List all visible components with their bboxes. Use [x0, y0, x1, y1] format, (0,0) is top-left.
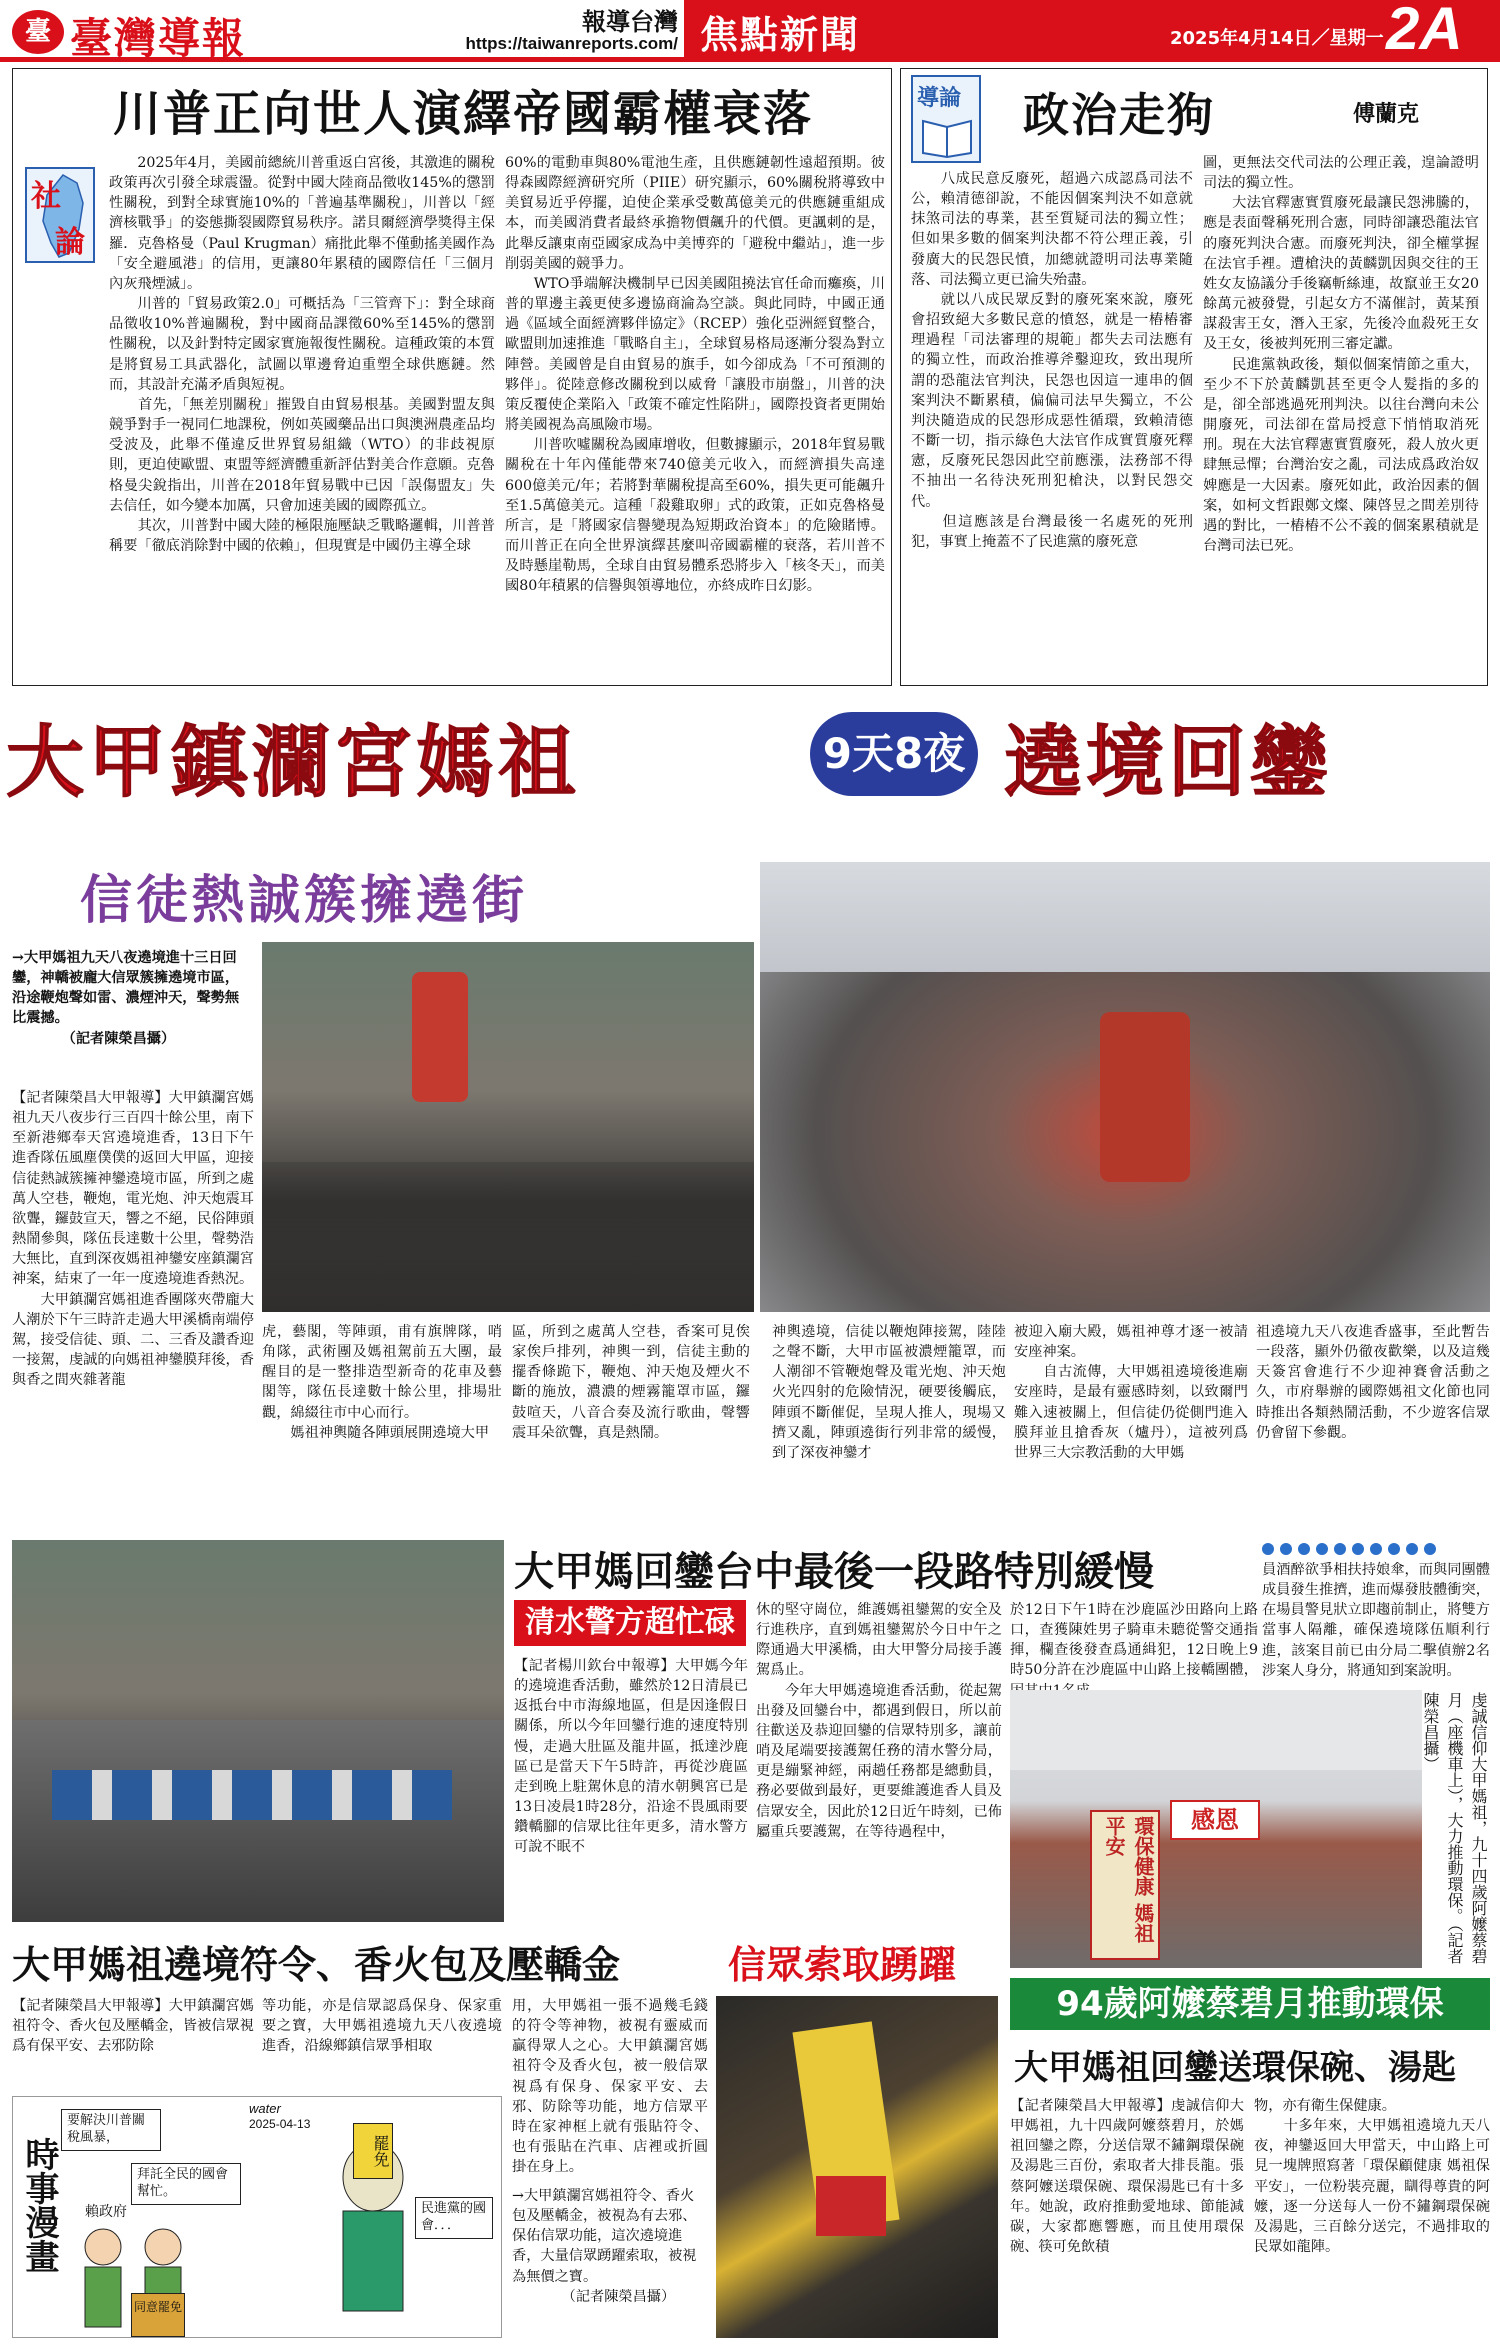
police-column-2: 休的堅守崗位，維護媽祖鑾駕的安全及行進秩序，直到媽祖鑾駕於今日中午之際通過大甲溪橋，由大甲警分局接手護駕爲止。 今年大甲媽遶境進香活動，從起駕出發及回鑾台中，都遇到假日，所以前往歡送及恭迎回鑾的信眾特別多，讓前哨及尾端要接護駕任務的清水警分局，更是繃緊神經，兩趟任務都是總動員，務必要做到最好，更要維護進香人員及信眾安全，因此於12日近午時刻，已佈屬重兵要護駕，在等待過程中， — [756, 1602, 1002, 1840]
amulets-column-3: 用，大甲媽祖一張不過幾毛錢的符令等神物，被視有靈威而贏得眾人之心。大甲鎮瀾宮媽祖符令及香火包，被一般信眾視爲有保身、保家平安、去邪、防除等功能，地方信眾平時在家神框上就有張貼符令、也有張貼在汽車、店裡或折圓掛在身上。 — [512, 1998, 708, 2176]
police-column-1: 【記者楊川欽台中報導】大甲媽今年的遶境進香活動，雖然於12日清晨已返抵台中市海線地區，但是因逢假日關係，所以今年回鑾行進的速度特別慢，走過大肚區及龍井區，抵達沙鹿區已是當天下午5時許，再從沙鹿區走到晚上駐駕休息的清水朝興宮已是13日凌晨1時28分，沿途不畏風雨要鑽轎腳的信眾比往年更多，清水警方可說不眠不 — [514, 1658, 748, 1856]
cartoon-podium: 同意罷免 — [131, 2293, 185, 2337]
commentary-author: 傅蘭克 — [1353, 102, 1420, 127]
editorial-column-1: 2025年4月，美國前總統川普重返白宮後，其激進的關稅政策再次引發全球震盪。從對中國大陸商品徵收145%的懲罰性關稅，到對全球實施10%的「普遍基準關稅」，川普以「經濟核戰爭」的姿態撕裂國際貿易秩序。諾貝爾經濟學獎得主保羅．克魯格曼（Paul Krugman）痛批此舉不僅動搖美國作為「安全避風港」的信用，更讓80年累積的國際信任「三個月內灰飛煙滅」。 川普的「貿易政策2.0」可概括為「三管齊下」：對全球商品徵收10%普遍關稅，對中國商品課徵60%至145%的懲罰性關稅，以及針對特定國家實施報復性關稅。這種政策的本質是將貿易工具武器化，試圖以單邊脅迫重塑全球供應鏈。然而，其設計充滿矛盾與短視。 首先，「無差別關稅」摧毀自由貿易根基。美國對盟友與競爭對手一視同仁地課稅，例如英國藥品出口與澳洲農產品均受波及，此舉不僅違反世界貿易組織（WTO）的非歧視原則，更迫使歐盟、東盟等經濟體重新評估對美合作意願。克魯格曼尖銳指出，川普在2018年貿易戰中已因「誤傷盟友」失去信任，如今變本加厲，只會加速美國的國際孤立。 其次，川普對中國大陸的極限施壓缺乏戰略邏輯，川普普稱要「徹底消除對中國的依賴」，但現實是中國仍主導全球 — [109, 155, 495, 554]
book-icon — [921, 115, 973, 157]
granny-headline-bar: 94歲阿嬤蔡碧月推動環保 — [1010, 1978, 1490, 2030]
feature-headline-left: 大甲鎮瀾宮媽祖 — [6, 718, 581, 808]
photo-crawling-devotees — [12, 1540, 504, 1922]
editorial-tag — [25, 167, 95, 263]
amulets-column-2: 等功能，亦是信眾認爲保身、保家重要之寶，大甲媽祖遶境九天八夜遶境進香，沿線鄉鎮信眾爭相取 — [262, 1998, 502, 2055]
commentary-column-1: 八成民意反廢死，超過六成認爲司法不公，賴清德卻說，不能因個案判決不如意就抹煞司法的專業，甚至質疑司法的獨立性；但如果多數的個案判決都不符公理正義，引發廣大的民怨民憤，加總就證明司法專業隨落、司法獨立更已淪失殆盡。 就以八成民眾反對的廢死案來說，廢死會招致絕大多數民意的憤怒，就是一樁樁審理過程「司法審理的規範」都失去司法應有的獨立性，而政治推導斧鑿迎玫，致出現所謂的恐龍法官判決，民怨也因這一連串的個案判決不斷累積，偏偏司法早失獨立，不公判決隨造成的民怨形成惡性循環，致賴清德不斷一切，指示綠色大法官作成實質廢死釋憲，反廢死民怨因此空前應漲，法務部不得不抽出一名待決死刑犯槍決，以對民怨交代。 但這應該是台灣最後一名處死的死刑犯，事實上掩蓋不了民進黨的廢死意 — [911, 171, 1193, 550]
eco-sign-shape — [1090, 1810, 1160, 1960]
granny-photo-caption: 虔誠信仰大甲媽祖，九十四歲阿嬤蔡碧月（座機車上），大力推動環保。（記者陳榮昌攝） — [1421, 1692, 1488, 1964]
police-subhead: 清水警方超忙碌 — [514, 1600, 746, 1646]
logo-mark: 臺 — [12, 10, 64, 54]
cartoon-bubble-2: 拜託全民的國會幫忙。 — [131, 2163, 241, 2205]
section-title: 焦點新聞 — [700, 13, 861, 57]
cartoon-bubble-3: 民進黨的國會．．． — [415, 2197, 493, 2239]
feature-column-3: 區，所到之處萬人空巷，香案可見俟家俟戶排列，神輿一到，信徒主動的擺香條跪下，鞭炮、沖天炮及煙火不斷的施放，濃濃的煙霧籠罩市區，鑼鼓喧天，八音合奏及流行歌曲，聲響震耳朵欲聾，真是熱鬧。 — [512, 1324, 750, 1441]
feature-column-6: 祖遶境九天八夜進香盛事，至此暫告一段落，顯外仍徹夜歡樂，以及這幾天簽宮會進行不少迎神賽會活動之久，市府舉辦的國際媽祖文化節也同時推出各類熱鬧活動，不少遊客信眾仍會留下參觀。 — [1256, 1324, 1490, 1441]
cartoon-speaker: 賴政府 — [85, 2204, 127, 2220]
granny-headline: 大甲媽祖回鑾送環保碗、湯匙 — [1014, 2048, 1456, 2088]
photo-crowd-temple — [760, 862, 1490, 1312]
feature-column-4: 神輿遶境，信徒以鞭炮陣接駕，陸陸之聲不斷，大甲市區被濃煙籠罩，而人潮卻不管鞭炮聲及電光炮、沖天炮火光四射的危險情況，硬要後觸底，陣頭不斷催促，呈現人推人，現場又擠又亂，陣頭遶街行列非常的緩慢，到了深夜神鑾才 — [772, 1324, 1006, 1461]
photo-procession-street — [262, 942, 754, 1312]
amulets-photo-caption: →大甲鎮瀾宮媽祖符令、香火包及壓轎金，被視為有去邪、保佑信眾功能，這次遶境進香，大量信眾踴躍索取，被視為無價之寶。 （記者陳榮昌攝） — [512, 2188, 697, 2305]
issue-date: 2025年4月14日／星期一 — [1170, 28, 1384, 49]
smoke-sky — [760, 862, 1490, 972]
cartoon-date: 2025-04-13 — [249, 2117, 311, 2131]
commentary-column-2: 圖，更無法交代司法的公理正義，遑論證明司法的獨立性。 大法官釋憲實質廢死最讓民怨沸騰的，應是表面聲稱死刑合憲，同時卻讓恐龍法官的廢死判決合憲。而廢死判決，卻全權掌握在法官手裡。遭槍決的黃麟凱因與交往的王姓女友協議分手後竊斬絲連，故竄並王女20餘萬元被發覺，引起女方不滿催討，黃某預謀殺害王女，潛入王家，先後冷血殺死王女及王女，後被判死刑三審定讞。 民進黨執政後，類似個案情節之重大，至少不下於黃麟凱甚至更令人髮指的多的是，卻全部逃過死刑判決。以往台灣向未公開廢死，司法卻在當局授意下悄悄取消死刑。現在大法官釋憲實質廢死，殺人放火更肆無忌憚；台灣治安之亂，司法成爲政治奴婢應是一大因素。廢死如此，政治因素的個案，如柯文哲跟鄭文燦、陳啓昱之間差別待遇的對比，一樁樁不公不義的個案累積就是台灣司法已死。 — [1203, 155, 1479, 554]
eco-sign-text: 環保健康 媽祖平安 — [1102, 1816, 1155, 1943]
feature-column-2: 虎，藝閣，等陣頭，甫有旗牌隊，哨角隊，武術團及媽祖駕前五大團，最醒目的是一整排造型新奇的花車及藝閣等，隊伍長達數十餘公里，排場壯觀，綿綴往市中心而行。 媽祖神輿隨各陣頭展開遶境大甲 — [262, 1324, 502, 1441]
police-headline: 大甲媽回鑾台中最後一段路特別緩慢 — [514, 1549, 1154, 1595]
cartoon-panel — [12, 2096, 502, 2338]
road-shape — [12, 1720, 504, 1922]
newspaper-name: 臺灣導報 — [70, 14, 247, 63]
amulets-tail: 信眾索取踴躍 — [728, 1943, 957, 1987]
editorial-column-2: 60%的電動車與80%電池生產，且供應鏈韌性遠超預期。彼得森國際經濟研究所（PIIE）研究顯示，60%關稅將導致中美貿易近乎停擺，迫使企業承受數萬億美元的供應鏈重組成本，而美國消費者最終承擔物價飆升的代價。更諷刺的是，此舉反讓東南亞國家成為中美博弈的「避稅中繼站」，進一步削弱美國的競爭力。 WTO爭端解決機制早已因美國阻撓法官任命而癱瘓，川普的單邊主義更使多邊協商淪為空談。與此同時，中國正通過《區域全面經濟夥伴協定》（RCEP）強化亞洲經貿整合，歐盟則加速推進「戰略自主」，全球貿易格局逐漸分裂為對立陣營。美國曾是自由貿易的旗手，如今卻成為「不可預測的夥伴」。從陸意修改關稅到以威脅「讓股市崩盤」，川普的決策反覆使企業陷入「政策不確定性陷阱」，國際投資者更開始將美國視為高風險市場。 川普吹噓關稅為國庫增收，但數據顯示，2018年貿易戰關稅在十年內僅能帶來740億美元收入，而經濟損失高達600億美元/年；若將對華關稅提高至60%，損失更可能飆升至1.5萬億美元。這種「殺雞取卵」式的政策，正如克魯格曼所言，是「將國家信譽變現為短期政治資本」的危險賭博。而川普正在向全世界演繹甚麼叫帝國霸權的衰落，若川普不及時懸崖勒馬，全球自由貿易體系恐將步入「核冬天」，而美國80年積累的信譽與領導地位，亦終成昨日幻影。 — [505, 155, 885, 595]
amulets-column-1: 【記者陳榮昌大甲報導】大甲鎮瀾宮媽祖符令、香火包及壓轎金，皆被信眾視爲有保平安、去邪防除 — [12, 1998, 254, 2055]
tent-shape — [1010, 1690, 1422, 1770]
photo-talismans — [716, 1996, 998, 2338]
cartoon-signature: water — [249, 2101, 281, 2116]
granny-column-1: 【記者陳榮昌大甲報導】虔誠信仰大甲媽祖，九十四歲阿嬤蔡碧月，於媽祖回鑾之際，分送信眾不鏽鋼環保碗及湯匙三百份，索取者大排長龍。張蔡阿嬤送環保碗、環保湯匙已有十多年。她說，政府推動愛地球、節能減碳，大家都應響應，而且使用環保碗、筷可免飲積 — [1010, 2098, 1244, 2256]
cartoon-bubble-1: 要解決川普關稅風暴， — [61, 2109, 161, 2151]
cartoon-stamp: 罷免 — [353, 2123, 393, 2179]
decorative-dots — [1262, 1540, 1442, 1559]
granny-column-2: 物，亦有衛生保健康。 十多年來，大甲媽祖遶境九天八夜，神鑾返回大甲當天，中山路上可見一塊牌照寫著「環保顧健康 媽祖保平安」，一位粉裝亮麗，瞓得尊貴的阿嬤，逐一分送每人一份不鏽鋼環保碗及湯匙，三百餘分送完，不過排取的民眾如龍陣。 — [1254, 2098, 1490, 2256]
page-number: 2A — [1386, 0, 1463, 62]
commentary-tag — [911, 75, 981, 163]
police-column-3: 於12日下午1時在沙鹿區沙田路向上路口，查獲陳姓男子騎車未聽從警交通指揮，欄查後發查爲通緝犯，12日晚上9時50分許在沙鹿區中山路上接轎團體， — [1010, 1602, 1258, 1679]
commentary-title: 政治走狗 — [1023, 88, 1215, 142]
editorial-tag-2: 論 — [55, 225, 85, 260]
logo — [12, 4, 442, 63]
feature-badge: 9天8夜 — [810, 712, 978, 796]
editorial-box — [12, 68, 892, 686]
palanquin-shape — [1100, 1012, 1190, 1182]
feature-headline-right: 遶境回鑾 — [1004, 718, 1333, 808]
cartoon-label: 時事漫畫 — [19, 2137, 59, 2273]
section-label: 報導台灣 — [582, 8, 678, 36]
commentary-box — [900, 68, 1488, 686]
sedan-chair-shape — [412, 972, 468, 1102]
editorial-tag-1: 社 — [31, 179, 61, 214]
feature-column-5: 被迎入廟大殿，媽祖神尊才逐一被請安座神案。 自古流傳，大甲媽祖遶境後進廟安座時，是最有靈感時刻，以致爾門難入速被關上，但信徒仍從側門進入膜拜並且搶香灰（爐丹），這被列爲世界三大宗教活動的大甲媽 — [1014, 1324, 1248, 1461]
editorial-title: 川普正向世人演繹帝國霸權衰落 — [112, 86, 813, 142]
police-column-4: 員酒醉欲爭相扶持娘傘，而與同團體成員發生推擠，進而爆發肢體衝突，在場員警見狀立即趨前制止，將雙方當事人隔離，確保遶境隊伍順利行進，該案目前已由分局二擊偵辦2名涉案人身分，將通知到案說明。 — [1262, 1562, 1490, 1679]
feature-column-1: 【記者陳榮昌大甲報導】大甲鎮瀾宮媽祖九天八夜步行三百四十餘公里，南下至新港鄉奉天宮遶境進香，13日下午進香隊伍風塵僕僕的返回大甲區，迎接信徒熱誠簇擁神鑾遶境市區，所到之處萬人空巷，鞭炮，電光炮、沖天炮震耳欲聾，鑼鼓宣天，響之不絕，民俗陣頭熱鬧參與，隊伍長達數十公里，聲勢浩大無比，直到深夜媽祖神鑾安座鎮瀾宮神案，結束了一年一度遶境進香熱況。 大甲鎮瀾宮媽祖進香團隊夾帶龐大人潮於下午三時許走過大甲溪橋南端停駕，接受信徒、頭、二、三香及讚香迎一接駕，虔誠的向媽祖神鑾膜拜後，香與香之間夾雜著龍 — [12, 1090, 254, 1389]
crowd-shade — [262, 1162, 754, 1312]
red-envelope-shape — [816, 2176, 886, 2236]
amulets-headline: 大甲媽祖遶境符令、香火包及壓轎金 — [12, 1943, 621, 1987]
photo-eco-bowl-booth — [1010, 1690, 1422, 1968]
feature-photo-caption: →大甲媽祖九天八夜遶境進十三日回鑾，神轎被龐大信眾簇擁遶境市區，沿途鞭炮聲如雷、濃煙沖天，聲勢無比震撼。 （記者陳榮昌攝） — [12, 950, 240, 1047]
commentary-tag-text: 導論 — [917, 86, 962, 111]
site-url[interactable]: https://taiwanreports.com/ — [465, 34, 678, 53]
thanks-sign: 感恩 — [1170, 1800, 1260, 1840]
masthead — [0, 0, 1500, 62]
feature-subhead: 信徒熱誠簇擁遶街 — [80, 871, 529, 931]
kneeling-row-shape — [52, 1770, 452, 1820]
